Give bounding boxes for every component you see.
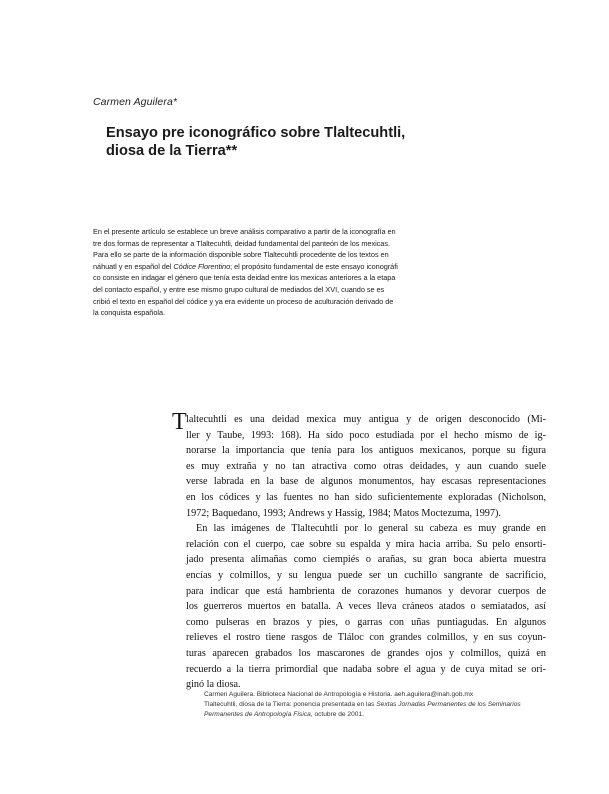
article-title bbox=[106, 124, 506, 160]
body-line: relieves el rostro tiene rasgos de Tláloc con grandes colmillos, y en sus coyun- bbox=[186, 632, 546, 644]
author-name: Carmen Aguilera* bbox=[93, 96, 178, 108]
body-line: para indicar que está hambrienta de corazones humanos y devorar cuerpos de bbox=[186, 585, 546, 597]
abstract-line: En el presente artículo se establece un breve análisis comparativo a partir de la iconografía en bbox=[93, 227, 396, 236]
body-line: en los códices y las fuentes no han sido suficientemente exploradas (Nicholson, bbox=[186, 491, 546, 503]
abstract-line: co consiste en indagar el género que tenía esta deidad entre los mexicas anteriores a la etapa bbox=[93, 273, 396, 283]
abstract-line: Para ello se parte de la información disponible sobre Tlaltecuhtli procedente de los textos en bbox=[93, 250, 389, 260]
abstract-line: tre dos formas de representar a Tlaltecuhtli, deidad fundamental del panteón de los mexicas. bbox=[93, 238, 390, 248]
body-line: como pulseras en brazos y pies, o garras con uñas puntiagudas. En algunos bbox=[186, 616, 546, 628]
footnote-line bbox=[204, 710, 544, 720]
abstract bbox=[93, 226, 439, 319]
codex-title: Códice Florentino bbox=[173, 261, 231, 271]
footnote-line bbox=[204, 700, 544, 710]
title-line: Ensayo pre iconográfico sobre Tlaltecuhtli, bbox=[106, 125, 406, 141]
body-line: recuerdo a la tierra primordial que nadaba sobre el agua y de cuya mitad se ori- bbox=[186, 663, 546, 675]
footnote-italic: Permanentes de Antropología Física bbox=[204, 711, 311, 718]
body-line: jado presenta alimañas como ciempiés o arañas, su gran boca abierta muestra bbox=[186, 554, 546, 566]
footnote-italic: Sextas Jornadas Permanentes de los Seminarios bbox=[376, 701, 521, 708]
body-line: relación con el cuerpo, cae sobre su espalda y mira hacia arriba. Su pelo ensorti- bbox=[186, 538, 546, 550]
body-line: ller y Taube, 1993: 168). Ha sido poco estudiada por el hecho mismo de ig- bbox=[186, 429, 546, 441]
abstract-text: náhuatl y en español del bbox=[93, 261, 174, 271]
abstract-line: la conquista española. bbox=[93, 308, 165, 318]
body-line: encías y colmillos, y su lengua puede ser un cuchillo sangrante de sacrificio, bbox=[186, 569, 546, 581]
body-line: ginó la diosa. bbox=[186, 679, 241, 691]
abstract-line bbox=[93, 261, 439, 273]
footnote-text: Tlaltecuhtli, diosa de la Tierra: ponencia presentada en las bbox=[204, 701, 377, 708]
body-line: 1972; Baquedano, 1993; Andrews y Hassig, 1984; Matos Moctezuma, 1997). bbox=[186, 507, 501, 519]
body-text bbox=[172, 409, 546, 693]
body-line: turas aparecen grabados los mascarones de grandes ojos y colmillos, quizá en bbox=[186, 647, 546, 659]
footnote-line: Carmen Aguilera. Biblioteca Nacional de Antropología e Historia. aeh.aguilera@inah.gob.mx bbox=[204, 691, 474, 698]
body-line: laltecuhtli es una deidad mexica muy antigua y de origen desconocido (Mi- bbox=[186, 414, 546, 425]
abstract-line: cribió el texto en español del códice y ya era evidente un proceso de aculturación derivado de bbox=[93, 296, 394, 306]
body-line: los guerreros muertos en batalla. A veces lleva cráneos atados o semiatados, así bbox=[186, 601, 546, 613]
abstract-line: del contacto español, y entre ese mismo grupo cultural de mediados del XVI, cuando se es bbox=[93, 284, 385, 294]
body-line: norarse la importancia que tenía para los antiguos mexicanos, porque su figura bbox=[186, 445, 546, 457]
body-line: En las imágenes de Tlaltecuhtli por lo general su cabeza es muy grande en bbox=[196, 523, 546, 535]
title-line: diosa de la Tierra** bbox=[106, 143, 238, 159]
body-line: verse labrada en la base de algunos monumentos, hay escasas representaciones bbox=[186, 476, 546, 488]
footnote-text: , octubre de 2001. bbox=[310, 711, 364, 718]
body-line: es muy extraña y no tan atractiva como otras deidades, y aun cuando suele bbox=[186, 460, 546, 472]
footnote bbox=[204, 690, 544, 720]
abstract-text: ; el propósito fundamental de este ensayo iconográfi bbox=[230, 261, 398, 271]
drop-cap: T bbox=[172, 409, 187, 435]
